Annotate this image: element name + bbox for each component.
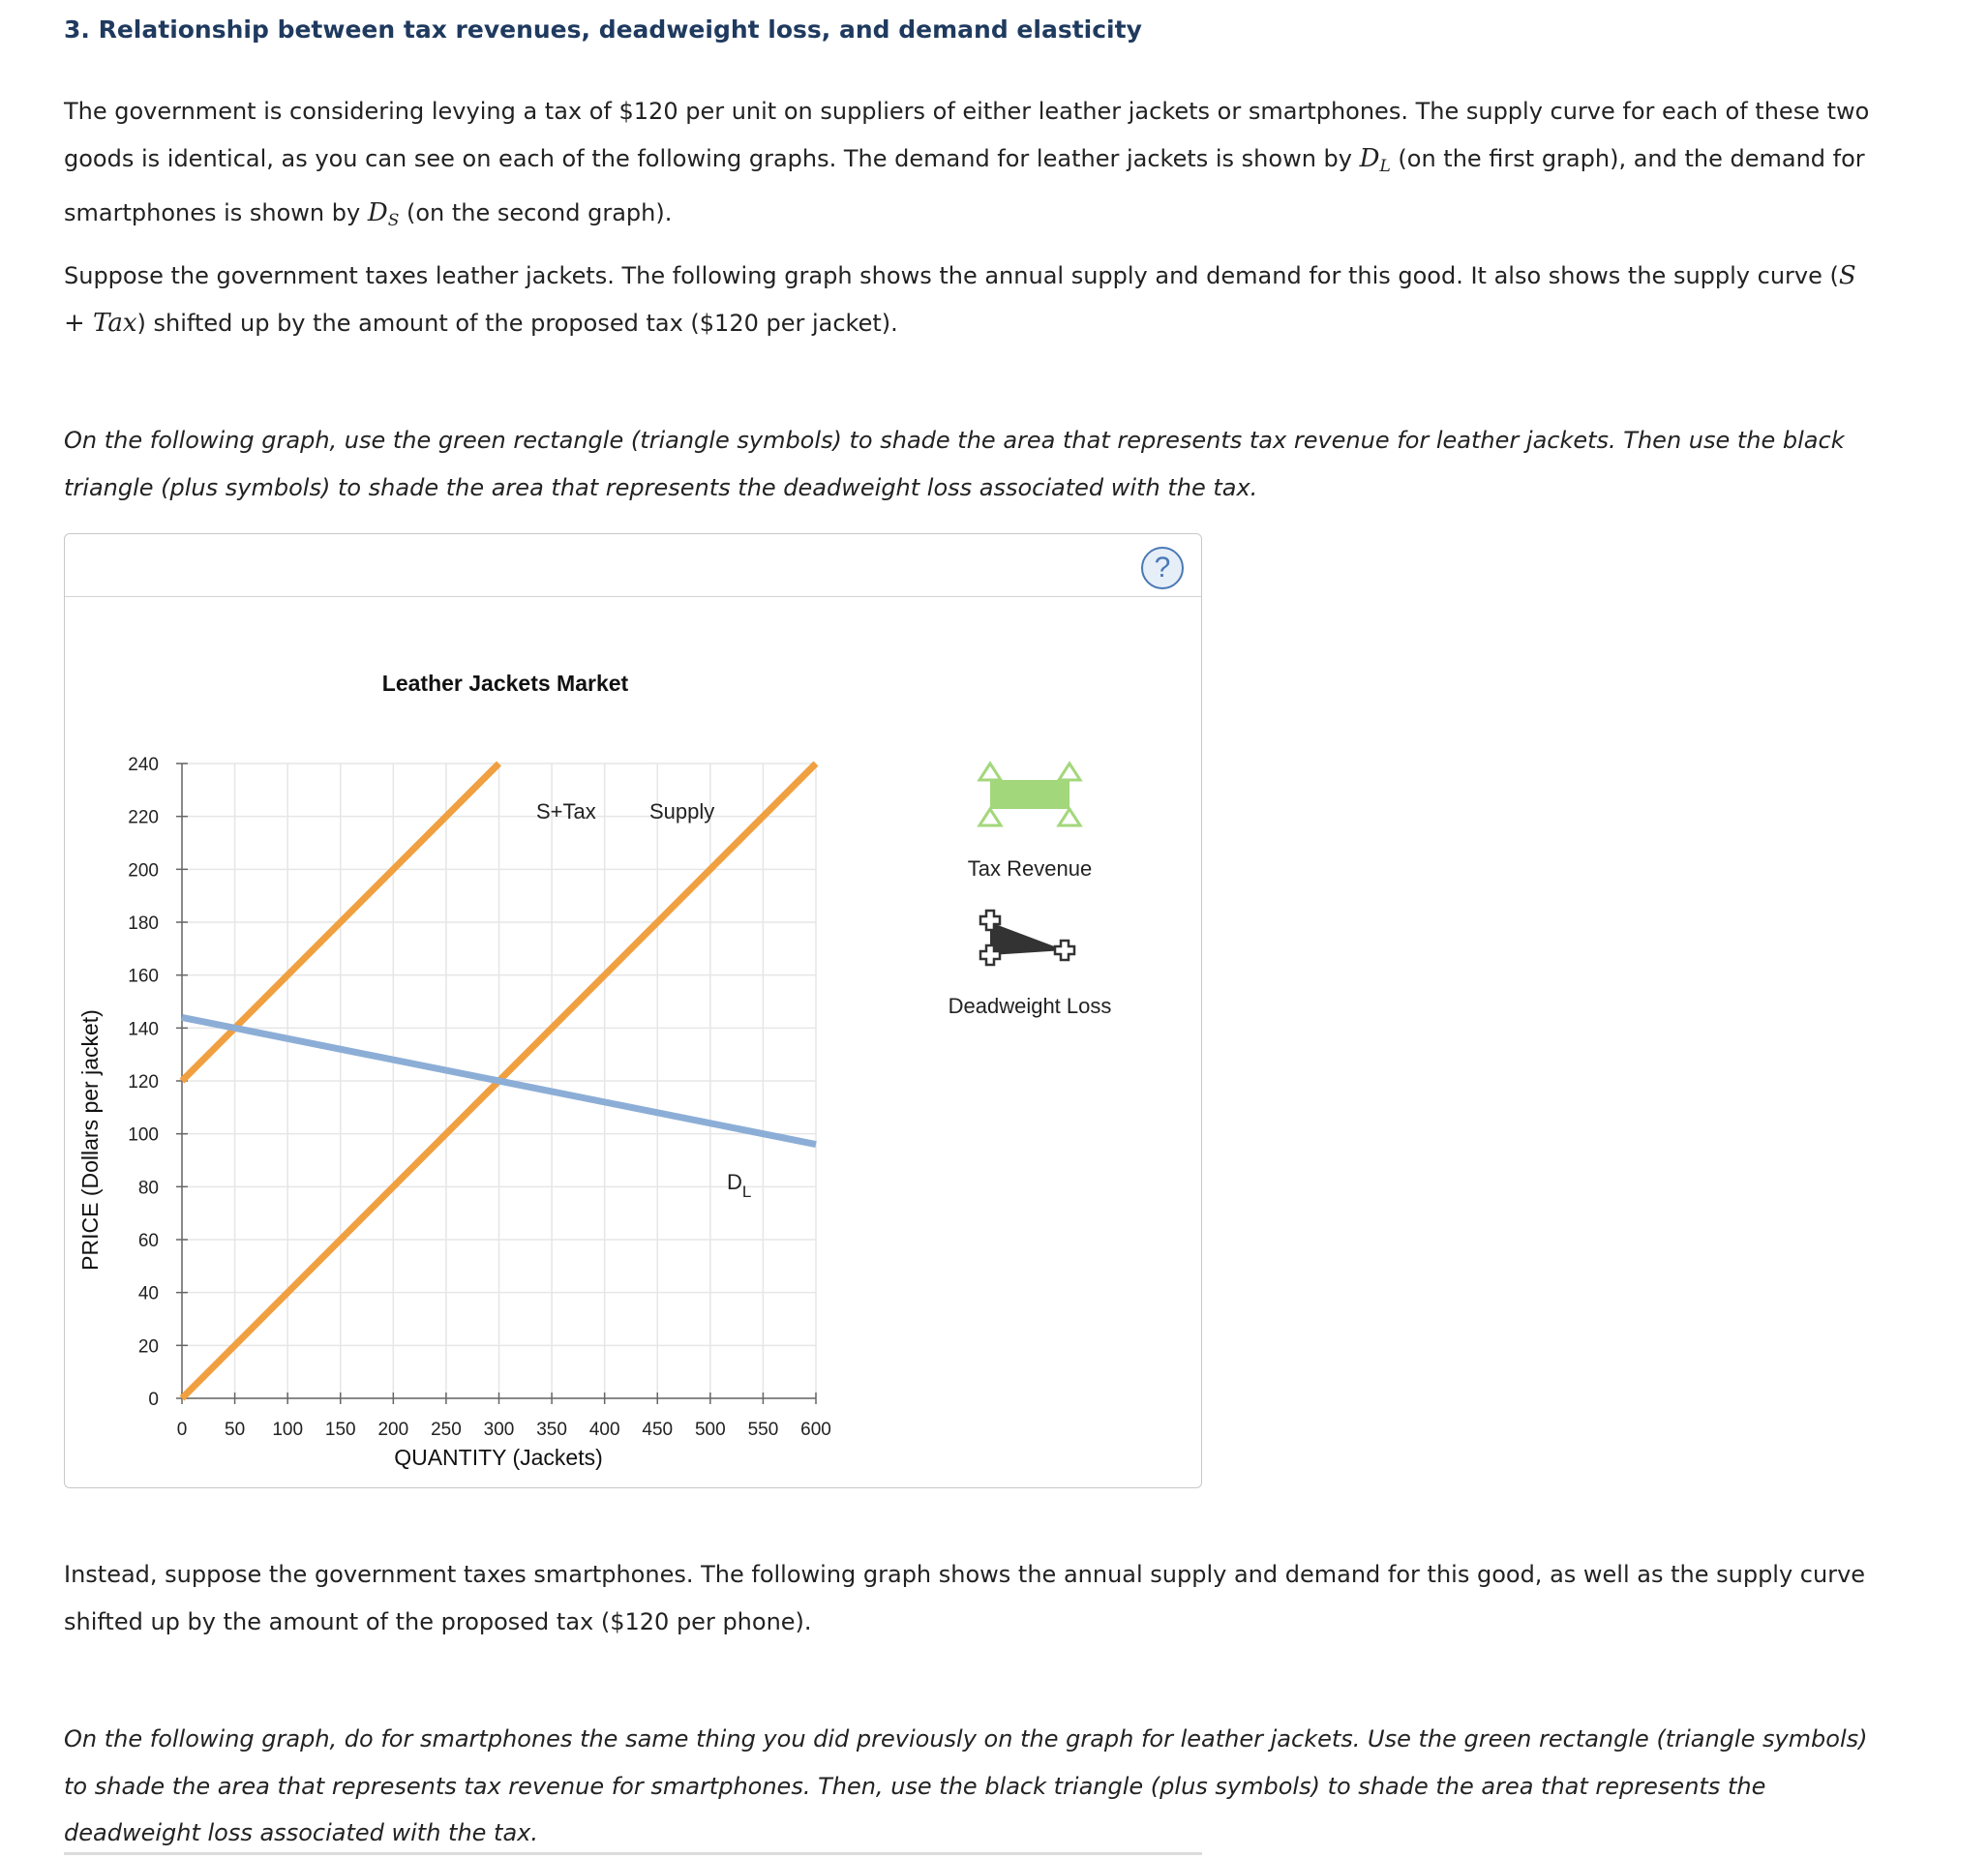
instruction-leather: On the following graph, use the green rectangle (triangle symbols) to shade the area that represents tax revenue for leather jackets. Then use the black triangle (plus symbols) to shade the area that represents the deadweight loss associated with the tax. (64, 427, 1845, 501)
y-tick-label: 0 (148, 1390, 159, 1410)
x-tick-label: 200 (377, 1420, 409, 1440)
x-tick-label: 250 (431, 1420, 462, 1440)
y-tick-label: 220 (128, 807, 159, 828)
x-tick-label: 550 (747, 1420, 779, 1440)
question-title: 3. Relationship between tax revenues, deadweight loss, and demand elasticity (64, 15, 1142, 44)
demand-leather-symbol: $D_L$ (1359, 143, 1391, 176)
x-tick-label: 100 (272, 1420, 304, 1440)
leather-paragraph: Suppose the government taxes leather jackets. The following graph shows the annual supply and demand for this good. It also shows the supply curve (S + Tax) shifted up by the amount of the proposed tax ($120 per jacket). (64, 261, 1856, 338)
y-tick-label: 80 (137, 1178, 159, 1199)
x-tick-label: 50 (225, 1420, 246, 1440)
y-tick-label: 100 (128, 1124, 159, 1146)
x-tick-label: 450 (642, 1420, 674, 1440)
y-tick-label: 200 (128, 860, 159, 882)
help-button[interactable]: ? (1141, 547, 1184, 589)
x-tick-label: 500 (694, 1420, 726, 1440)
intro-paragraph: The government is considering levying a tax of $120 per unit on suppliers of either leather jackets or smartphones. The supply curve for each of these two goods is identical, as you can see on each of the following graphs. The demand for leather jackets is shown by $D_L$ (on the first graph), and the demand for smartphones is shown by $D_S$ (on the second graph). (64, 98, 1870, 230)
x-tick-label: 400 (588, 1420, 620, 1440)
s-plus-tax-label: S+Tax (536, 799, 596, 824)
y-tick-label: 140 (128, 1019, 159, 1040)
s-plus-tax-symbol: S + Tax (64, 261, 1856, 338)
x-tick-label: 600 (800, 1420, 831, 1440)
y-tick-label: 240 (128, 755, 159, 775)
y-tick-label: 60 (137, 1231, 159, 1251)
green-rectangle-triangle-icon[interactable] (979, 764, 1080, 825)
x-tick-label: 300 (483, 1420, 515, 1440)
instruction-smartphone: On the following graph, do for smartphones the same thing you did previously on the graph for leather jackets. Use the green rectangle (triangle symbols) to shade the area that represents tax revenue for smartphones. Then, use the black triangle (plus symbols) to shade the area that represents the deadweight loss associated with the tax. (64, 1725, 1868, 1846)
demand-label: $D_L$ (727, 1170, 752, 1201)
y-tick-label: 20 (137, 1336, 159, 1358)
tax-revenue-label: Tax Revenue (967, 856, 1093, 881)
smartphone-paragraph: Instead, suppose the government taxes smartphones. The following graph shows the annual supply and demand for this good, as well as the supply curve shifted up by the amount of the proposed tax ($120 per phone). (64, 1561, 1866, 1635)
chart-title: Leather Jackets Market (381, 671, 629, 696)
deadweight-loss-label: Deadweight Loss (948, 994, 1112, 1018)
demand-smartphone-symbol: $D_S$ (367, 198, 400, 230)
supply-label: Supply (649, 799, 715, 824)
deadweight-loss-tool[interactable] (949, 911, 1112, 1018)
tax-revenue-tool[interactable] (968, 764, 1092, 881)
y-tick-label: 120 (128, 1072, 159, 1093)
y-tick-label: 180 (128, 914, 159, 934)
x-axis-title: QUANTITY (Jackets) (394, 1445, 603, 1470)
x-tick-label: 0 (176, 1420, 188, 1440)
black-triangle-plus-icon[interactable] (980, 911, 1074, 965)
x-tick-label: 350 (536, 1420, 567, 1440)
x-tick-label: 150 (324, 1420, 356, 1440)
y-tick-label: 40 (137, 1283, 159, 1304)
graph-panel (64, 533, 1202, 1488)
y-tick-label: 160 (128, 966, 159, 987)
y-axis-title: PRICE (Dollars per jacket) (77, 1009, 103, 1271)
leather-jackets-chart (65, 534, 1201, 1487)
